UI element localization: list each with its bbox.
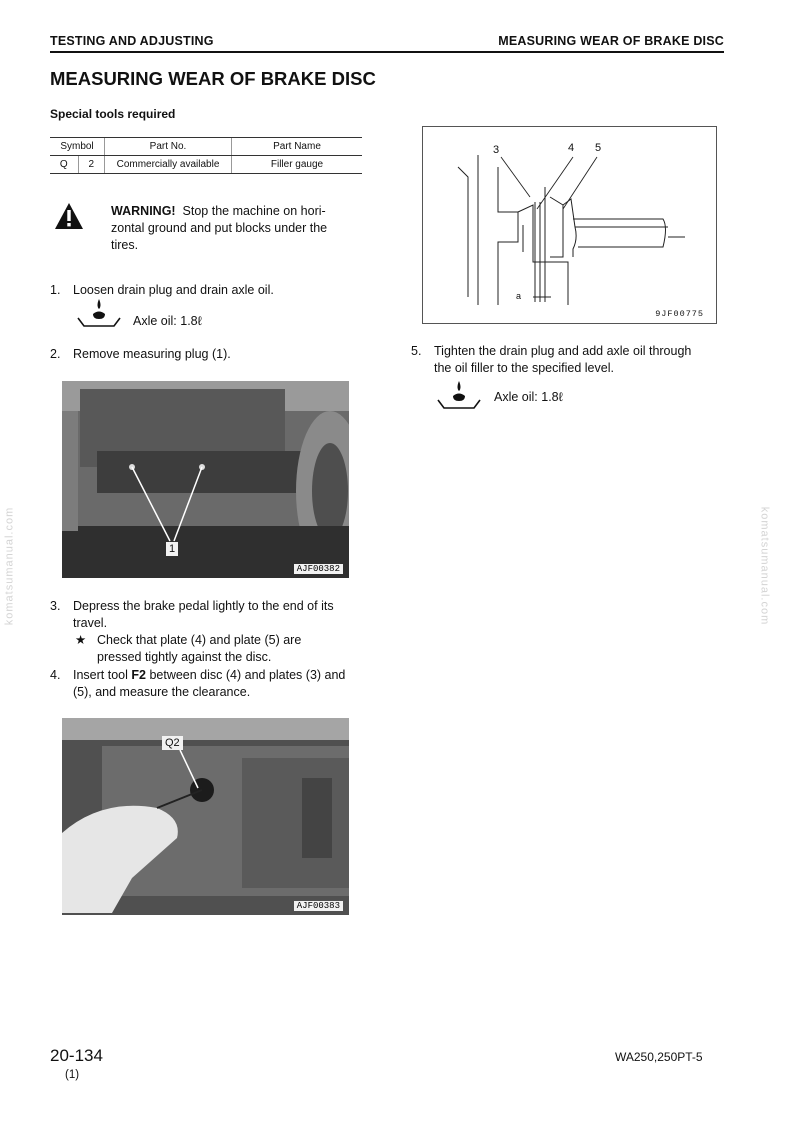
- column-header-part-no: Part No.: [105, 138, 232, 156]
- photo-axle-housing-image: [62, 381, 349, 578]
- tool-code: F2: [131, 668, 146, 682]
- special-tools-table: [50, 137, 362, 174]
- header-rule: [50, 51, 724, 53]
- warning-line-2: zontal ground and put blocks under the: [111, 221, 328, 235]
- oil-spec-2: Axle oil: 1.8ℓ: [494, 390, 563, 404]
- oil-spec-1: Axle oil: 1.8ℓ: [133, 314, 202, 328]
- photo-tag: AJF00382: [294, 564, 343, 574]
- table-header-row: [50, 138, 362, 156]
- column-header-part-name: Part Name: [232, 138, 363, 156]
- oil-level-icon: [76, 298, 122, 330]
- step-5: [411, 343, 731, 377]
- page-title: MEASURING WEAR OF BRAKE DISC: [50, 68, 376, 89]
- step-text-line-2: travel.: [73, 616, 108, 630]
- cell-symbol: Q: [50, 156, 78, 174]
- photo-insert-gauge: [62, 718, 349, 915]
- model-name: WA250,250PT-5: [615, 1050, 703, 1064]
- special-tools-heading: Special tools required: [50, 107, 176, 121]
- step-1: [50, 282, 370, 299]
- step-3: [50, 598, 370, 632]
- step-number: 5.: [411, 344, 422, 358]
- photo-measuring-plug: [62, 381, 349, 578]
- step-number: 1.: [50, 283, 61, 297]
- note-line-2: pressed tightly against the disc.: [97, 650, 272, 664]
- step-text: Loosen drain plug and drain axle oil.: [73, 283, 274, 297]
- diagram-label-5: 5: [595, 142, 602, 154]
- step-text-pre: Insert tool: [73, 668, 132, 682]
- warning-line-3: tires.: [111, 238, 139, 252]
- step-2: [50, 346, 370, 363]
- warning-triangle-icon: [54, 202, 84, 230]
- step-text-post: between disc (4) and plates (3) and: [145, 668, 346, 682]
- diagram-label-3: 3: [493, 144, 500, 156]
- column-header-symbol: Symbol: [50, 138, 105, 156]
- diagram-tag: 9JF00775: [655, 309, 704, 319]
- watermark-right: komatsumanual.com: [758, 506, 771, 626]
- oil-level-icon: [436, 380, 482, 412]
- note: [73, 632, 363, 666]
- callout-1-label: 1: [166, 542, 178, 556]
- step-text-line-1: Depress the brake pedal lightly to the end of its: [73, 599, 334, 613]
- photo-gauge-insertion-image: [62, 718, 349, 915]
- brake-disc-cross-section: [423, 127, 716, 323]
- step-text-line-2: the oil filler to the specified level.: [434, 361, 614, 375]
- step-4: [50, 667, 370, 701]
- diagram-label-4: 4: [568, 142, 575, 154]
- warning-line-1: Stop the machine on hori-: [182, 204, 326, 218]
- table-row: [50, 156, 362, 174]
- step-number: 4.: [50, 668, 61, 682]
- brake-disc-diagram: [422, 126, 717, 324]
- step-text: Remove measuring plug (1).: [73, 347, 231, 361]
- diagram-label-a: a: [516, 291, 522, 301]
- page-number: 20-134: [50, 1046, 103, 1065]
- step-number: 2.: [50, 347, 61, 361]
- note-line-1: Check that plate (4) and plate (5) are: [97, 633, 302, 647]
- step-number: 3.: [50, 599, 61, 613]
- callout-q2-label: Q2: [162, 736, 183, 750]
- step-text-line-1: Tighten the drain plug and add axle oil through: [434, 344, 692, 358]
- header-page-title: MEASURING WEAR OF BRAKE DISC: [498, 34, 724, 48]
- warning-label: WARNING!: [111, 204, 176, 218]
- cell-part-name: Filler gauge: [232, 156, 363, 174]
- warning-text: [111, 203, 363, 254]
- page-revision: (1): [65, 1069, 80, 1081]
- star-icon: ★: [75, 633, 87, 647]
- step-text-line-2: (5), and measure the clearance.: [73, 685, 251, 699]
- photo-tag: AJF00383: [294, 901, 343, 911]
- cell-part-no: Commercially available: [105, 156, 232, 174]
- header-section-title: TESTING AND ADJUSTING: [50, 34, 214, 48]
- cell-number: 2: [78, 156, 104, 174]
- watermark-left: komatsumanual.com: [3, 506, 16, 626]
